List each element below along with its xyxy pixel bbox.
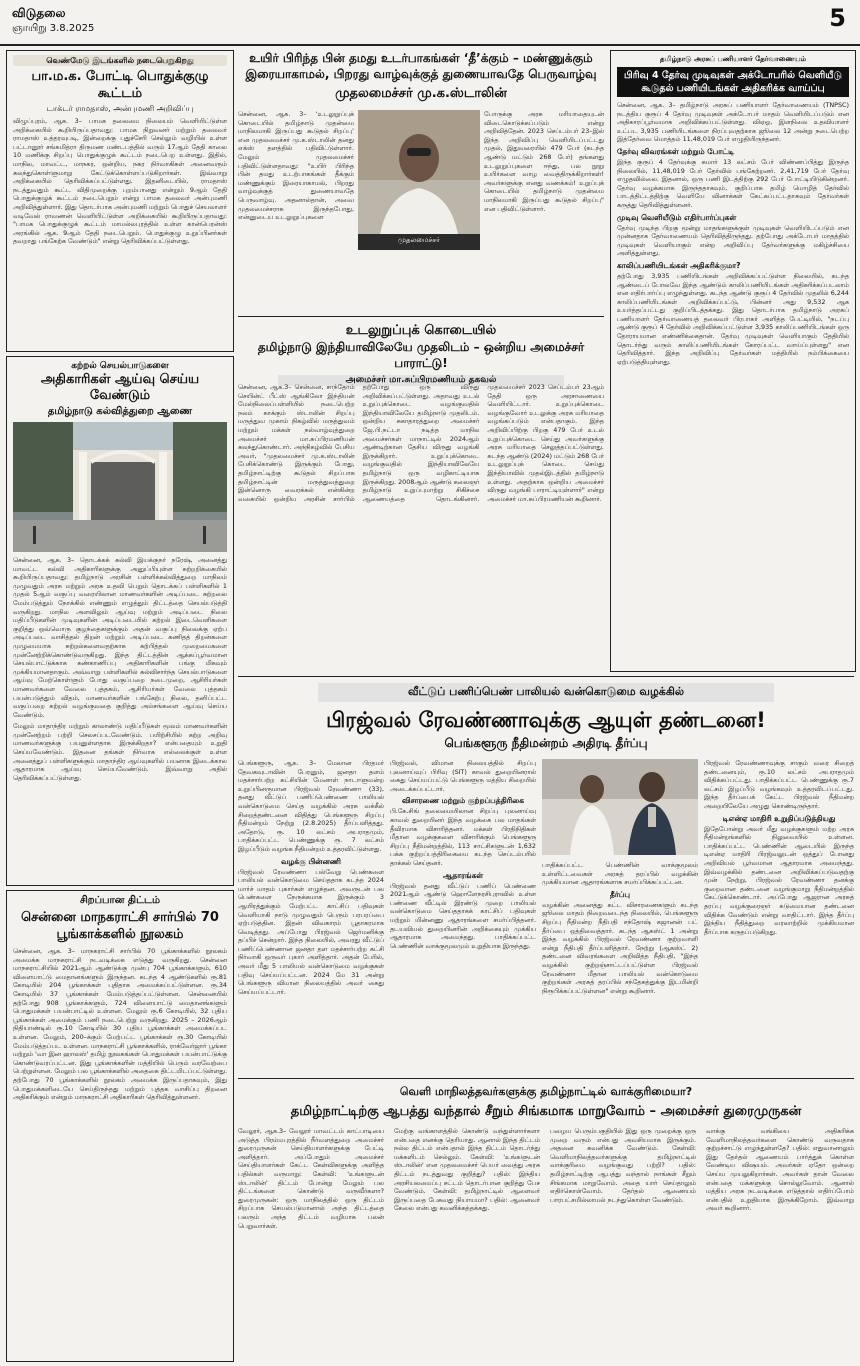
pmk-story	[6, 50, 234, 352]
prajwal-col3b-text: வழக்கின் அனைத்து கட்ட விசாரணைகளும் கடந்த ஜூலை மாதம் நிறைவடைந்த நிலையில், பெங்களூரு சிறப்பு நீதிமன்ற நீதிபதி சந்தோஷ் கஜானன் பட் தீர்ப்பை ஒத்திவைத்தார். கடந்த ஆகஸ்ட் 1 அன்று இந்த வழக்கில் பிரஜ்வல் ரேவண்ணா குற்றவாளி என்று நீதிபதி தீர்ப்பளித்தார். நேற்று (ஆகஸ்ட் 2) தண்டனை விவரங்களை அறிவித்த நீதிபதி, "இந்த வழக்கில் குற்றஞ்சாட்டப்பட்டுள்ள பிரஜ்வல் ரேவண்ணா மீதான பாலியல் வன்கொடுமை குற்றங்கள் அரசுத் தரப்பில் சந்தேகத்துக்கு இடமின்றி நிரூபிக்கப்பட்டுள்ளன" என்று கூறினார்.	[542, 900, 698, 995]
bottom-col3: பழைய பெரும்பகுதியில் இது ஒரு முறைக்கு ஒரு முறை வரும் என்பது அவசியமாக இருக்கும். அதனை கவனிக்க வேண்டும். கேள்வி: வெளிமாநிலத்தவர்களுக்கு தமிழ்நாட்டில் வாக்குரிமை வழங்குவது பற்றி? பதில்: தமிழ்நாட்டிற்கு ஆபத்து வந்தால் நாங்கள் சீறும் சிங்கமாக மாறுவோம். அதை யார் செய்தாலும் எதிர்கொள்வோம். தேர்தல் ஆணையம் பாரபட்சமில்லாமல் நடந்துகொள்ள வேண்டும்.	[550, 1127, 696, 1204]
edu-body-2: மேலும் மாதாந்திர மற்றும் காலாண்டு மதிப்பீடுகள் மூலம் மாணவர்களின் முன்னேற்றம் பற்றி செலசப்படவேண்டும். பயிற்சியில் கற்ற அறிவு மாணவர்களுக்கு பயனுள்ளதாக இருக்கிறதா? என்பதையும் உறுதி செய்யவேண்டும். இதனை தங்கள் நிர்வாக எல்லைக்குள் உள்ள அனைத்துப் பள்ளிகளுக்கும் மாதாந்திர ஆய்வுகளில் பயனாக இடைக்கால ஆதாரமாக ஆய்வு செய்யவேண்டும். இவ்வாறு அதில் தெரிவிக்கப்பட்டுள்ளது.	[13, 722, 227, 782]
cm-body-right: போருக்கு அரசு மரியாதையுடன் விடைகொடுக்கப்படும் என்று அறிவித்தேன். 2023 செப்டம்பர் 23–இல் இந்த அறிவிப்பு வெளியிடப்பட்டது முதல், இதுவரையில் 479 பேர் (கடந்த ஆண்டு மட்டும் 268 பேர்) தங்களது உடலுறுப்புகளை ஈந்து, பல நூறு உயிர்களை வாழ வைத்திருக்கிறார்கள்! அவர்களுக்கு எனது வணக்கம்! உறுப்புக் கொடையில் தமிழ்நாடு முதன்மை மாநிலமாகி இருப்பது கூடுதல் சிறப்பு" என பதிவிட்டுள்ளார்.	[484, 110, 604, 213]
parks-headline: சென்னை மாநகராட்சி சார்பில் 70 பூங்காக்களில் நூலகம்	[21, 910, 219, 942]
prajwal-kicker: வீட்டுப் பணிப்பெண் பாலியல் வன்கொடுமை வழக்கில்	[318, 683, 774, 702]
bottom-headline: தமிழ்நாட்டிற்கு ஆபத்து வந்தால் சீறும் சிங்கமாக மாறுவோம் – அமைச்சர் துரைமுருகன்	[290, 1104, 802, 1119]
prajwal-col4b-text: இதேபோன்று அவர் மீது வழக்குகளும் மற்ற அரசு நீதிமன்றங்களில் நிலுவையில் உள்ளன. பாதிக்கப்பட்ட பெண்ணின் ஆடையில் இருந்த டிஎன்ஏ மாதிரி பிரஜ்வலுடன் ஒத்துப் போனது அறிவியல் பூர்வமான ஆதாரமாக அமைந்தது. இவ்வழக்கில் தண்டனை அறிவிக்கப்படுவதற்கு முன் நேற்று, பிரஜ்வல் ரேவண்ணா தனக்கு குறைவான தண்டனை வழங்குமாறு நீதிமன்றத்தில் கேட்டுக்கொண்டார். அப்போது ஆஜரான அரசுத் தரப்பு வழக்குரைஞர் கடுமையான தண்டனை விதிக்க வேண்டும் என்று வாதிட்டார். இந்த தீர்ப்பு இந்திய நீதித்துறை வரலாற்றில் முக்கியமான தீர்ப்பாக கருதப்படுகிறது.	[704, 824, 854, 936]
edu-body-1: சென்னை, ஆக. 3– தொடக்கக் கல்வி இயக்குநர் நரேஷ், அனைத்து மாவட்ட கல்வி அதிகாரிகளுக்கு அனுப்பியுள்ள சுற்றறிக்கையில் கூறியிருப்பதாவது: தமிழ்நாடு அரசின் பள்ளிக்கல்வித்துறை மாநிலம் முழுவதும் அரசு மற்றும் அரசு உதவி பெறும் தொடக்கப் பள்ளிகளில் 1 முதல் 5ஆம் வகுப்பு வரையிலான மாணவர்களின் அடிப்படை கற்றலை மேம்படுத்தும் நோக்கில் எண்ணும் எழுத்தும் திட்டத்தை செயல்படுத்தி வருகிறது. மாநில அளவிலும் ஆய்வு மற்றும் அடிப்படை நிலை மதிப்பீடுகளின் முடிவுகளின் அடிப்படையில் கற்றல் இடைவெளிகளை குறித்து ஒவ்வொரு குழந்தைகளுக்கும் அதன் வகுப்பு நிலைக்கு ஏற்ப அடிப்படை வாசித்தல் திறன் மற்றும் அடிப்படை கணிதத் திறன்களை முழுமையாக சுற்றல்களைவதற்காக கற்பித்தல் முறைமைகளை முன்னேற்றிக்கொண்டுவருகிறது. இந்த திட்டத்தின் ஆக்கப்பூர்வமான செயல்பாட்டுக்காக கண்காணிப்பு அதிகாரிகளின் பங்கு மிகவும் முக்கியமானதாகும். அவ்வாறு பள்ளிகளில் கல்விசார்ந்த செயல்பாடுகளை ஆய்வு மேற்கொள்ளும் போது வகுப்பறை நடைமுறை, ஆசிரியர்கள் மாணவர்களை வேலை புத்தகம், ஆசிரியர்கள் வேலை புத்தகம் பயன்படுத்தும் விதம், மாணவர்களின் பங்கேற்பு நிலை, தனிப்பட்ட வகுப்பறை கற்றல் வழங்குவதை குறித்து அம்சங்களை ஆய்வு செய்ய வேண்டும்.	[13, 556, 227, 719]
tnpsc-sub-2: முடிவு வெளியீடும் எதிர்பார்ப்புகள்	[617, 212, 737, 222]
edu-subhead: தமிழ்நாடு கல்வித்துறை ஆணை	[47, 406, 193, 417]
prajwal-col2b-text: பி.கே.சிங் தலைமையிலான சிறப்பு புலனாய்வு காவல் துறையினர் இந்த வழக்கை பல மாதங்கள் தீவிரமாக விசாரித்தனர். மக்கள் பிரதிநிதிகள் மீதான வழக்குகளை விசாரிக்கும் பெங்களூரு சிறப்பு நீதிமன்றத்தில், 113 சாட்சிகளுடன் 1,632 பக்க குற்றப்பத்திரிகையை கடந்த செப்டம்பரில் தாக்கல் செய்தனர்.	[390, 807, 536, 867]
cm-body-left: சென்னை, ஆக. 3– ‘உடலுறுப்புக் கொடையில் தமிழ்நாடு முதன்மை மாநிலமாகி இருப்பது கூடுதல் சிறப்பு’ என முதலமைச்சர் மு.க.ஸ்டாலின் தனது எக்ஸ் தளத்தில் பதிவிட்டுள்ளார். மேலும் முதலமைச்சர் பதிவிட்டுள்ளதாவது: "உயிர் பிரிந்த பின் தமது உடற்பாகங்கள் தீக்கும் மண்ணுக்கும் இரையாகாமல், பிறரது வாழ்வுக்குத் துணையாவதே பெருவாழ்வு. அதனால்தான், அவை முதலமைச்சராக இருந்தபோது, என்னுடைய உடலுறுப்புகளை	[238, 110, 354, 222]
page-number: 5	[829, 4, 846, 32]
date-line: ஞாயிறு 3.8.2025	[12, 23, 95, 34]
duraimurugan-story	[238, 1078, 854, 1361]
page-header	[0, 0, 860, 46]
pmk-subhead: டாக்டர் ராமதாஸ், அன்புமணி அறிவிப்பு	[46, 104, 194, 113]
tnpsc-body-1: சென்னை, ஆக. 3– தமிழ்நாடு அரசுப் பணியாளர் தேர்வாணையம் (TNPSC) நடத்திய குரூப் 4 தேர்வு முடிவுகள் அக்டோபர் மாதம் வெளியிடப்படும் என அதிகாரப்பூர்வமாக அறிவிக்கப்பட்டுள்ளது. விஏஓ, இளநிலை உதவியாளர் உட்பட 3,935 பணியிடங்களை நிரப்புவதற்காக ஜூலை 12 அன்று நடைபெற்ற இத்தேர்வை மொத்தம் 11,48,019 பேர் எழுதியிருந்தனர்.	[617, 101, 849, 144]
prajwal-col2-text: பிரஜ்வல், விமான நிலையத்தில் சிறப்பு புலனாய்வுப் பிரிவு (SIT) காவல் துறையினரால் கைது செய்யப்பட்டு பெங்களூரு மத்திய சிறையில் அடைக்கப்பட்டார்.	[390, 759, 536, 793]
prajwal-col-4	[704, 759, 854, 1071]
prajwal-col-2	[390, 759, 536, 1071]
tnpsc-body-3: தேர்வு முடிந்த பிறகு மூன்று மாதங்களுக்குள் முடிவுகள் வெளியிடப்படும் என முன்னதாக தேர்வாணையம் தெரிவித்திருந்தது. தற்போது அக்டோபர் மாதத்தில் முடிவுகள் வெளியாகும் என்ற அறிவிப்பு தேர்வர்களுக்கு மகிழ்ச்சியை அளித்துள்ளது.	[617, 223, 849, 258]
prajwal-col2-sub: விசாரணை மற்றும் குற்றப்பத்திரிகை	[401, 796, 525, 806]
organ-subhead: அமைச்சர் மா.சுப்பிரமணியம் தகவல்	[278, 375, 564, 386]
tnpsc-sub-1: தேர்வு விவரங்கள் மற்றும் போட்டி	[617, 146, 735, 156]
organ-kicker: உடலுறுப்புக் கொடையில்	[345, 323, 497, 338]
organ-donation-ranking-story	[238, 316, 604, 671]
edu-kicker: கற்றல் செயல்பாடுகளை	[71, 361, 169, 371]
cm-headline-1: உயிர் பிரிந்த பின் தமது உடர்பாகங்கள் ‘தீ’க்கும் – மண்ணுக்கும்	[249, 51, 593, 65]
bottom-col4: வாக்கு வங்கியை அதிகரிக்க வேளிமாநிலத்தவர்களை கொண்டு வருவதாக குற்றச்சாட்டு எழுந்துள்ளதே? பதில்: எதுவானாலும் இது தேர்தல் ஆணையம் பார்த்துக் கொள்ள வேண்டிய விஷயம். அவர்கள் ஏதோ ஒன்றை செய்ய முயலுகிறார்கள். அவர்கள் தான் வேலை என்பதை மக்களுக்கு சொல்லுவோம். ஆனால் மத்திய அரசு நடவடிக்கை எடுத்தால் எதிர்ப்போம் என்பதில் உறுதியாக இருக்கிறோம். இவ்வாறு அவர் கூறினார்.	[706, 1127, 854, 1213]
prajwal-col-3	[542, 861, 698, 1071]
prajwal-col4-text: பிரஜ்வல் ரேவண்ணாவுக்கு சாகும் வரை சிறைத் தண்டனையும், ரூ.10 லட்சம் அபராதமும் விதிக்கப்பட்டது. பாதிக்கப்பட்ட பெண்ணுக்கு ரூ.7 லட்சம் இழப்பீடு வழங்கவும் உத்தரவிடப்பட்டது. இந்த தீர்ப்பைக் கேட்ட பிரஜ்வல் நீதிமன்ற அறையிலேயே அழுது கொண்டிருந்தார்.	[704, 759, 854, 810]
parks-library-story	[6, 890, 234, 1362]
education-story	[6, 356, 234, 886]
prajwal-col1-sub: வழக்கு பின்னணி	[281, 856, 341, 866]
prajwal-col1-text: பெங்களூரு, ஆக. 3– மேலான பிரதமர் தேவகவுடாவின் பேரனும், ஜனதா தளம் மதச்சார்பற்ற கட்சியின் மேனாள் நாடாளுமன்ற உறுப்பினருமான பிரஜ்வல் ரேவண்ணா (33), தனது வீட்டுப் பணிப்பெண்ணை பாலியல் வன்கொடுமை செய்த வழக்கில் அரசு வக்கீல் சிறைத்தண்டனை விதித்து பெங்களூரு சிறப்பு நீதிமன்றம் நேற்று (2.8.2025) தீர்ப்பளித்தது. அதோடு, ரூ. 10 லட்சம் அபராதமும், பாதிக்கப்பட்ட பெண்ணுக்கு ரூ. 7 லட்சம் இழப்பீடும் வழங்க நீதிமன்றம் உத்தரவிட்டுள்ளது.	[238, 759, 384, 853]
campus-photo	[13, 422, 227, 552]
organ-headline: தமிழ்நாடு இந்தியாவிலேயே முதலிடம் – ஒன்றிய அமைச்சர் பாராட்டு!	[257, 340, 585, 370]
prajwal-col2-sub-2: ஆதாரங்கள்	[442, 870, 484, 880]
tnpsc-headline: பிரிவு 4 தேர்வு முடிவுகள் அக்டோபரில் வெளியீடு கூடுதல் பணியிடங்கள் அதிகரிக்க வாய்ப்பு	[617, 67, 849, 97]
tnpsc-kicker: தமிழ்நாடு அரசுப் பணியாளர் தேர்வாணையம்	[660, 55, 806, 63]
bottom-col2: மேற்கு வங்காளத்தில் கொண்டு வந்துள்ளார்களா என்பதை எனக்கு தெரியாது. ஆனால் இந்த திட்டம் நல்ல திட்டம் என்பதால் இந்த திட்டம் தொடர்ந்து மக்களிடம் செல்லும். கேள்வி: 'உங்களுடன் ஸ்டாலின்' என முதலமைச்சர் பெயர் வைத்து அரசு திட்டம் நடத்துவது குறித்து? பதில்: இந்திய அரசியலமைப்பு சட்டம் தொடர்பான குறித்து பேச வேண்டும். கேள்வி: தமிழ்நாட்டில் ஆளைவர் இருப்பதை பேசுவது நியாயமா? பதில்: ஆனைவர் கேலை என்பது கவனிக்கத்தக்கது.	[394, 1127, 540, 1213]
edu-headline: அதிகாரிகள் ஆய்வு செய்ய வேண்டும்	[40, 372, 200, 403]
cm-photo	[358, 110, 480, 250]
prajwal-revanna-story	[238, 676, 854, 1073]
prajwal-col-1	[238, 759, 384, 1071]
prajwal-col1b-text: பிரஜ்வல் ரேவண்ணா பல்வேறு பெண்களை பாலியல் வன்கொடுமை செய்ததாக கடந்த 2024 மார்ச் மாதம் புகார்கள் எழுந்தன. அவருடன் பல பெண்களை நேருக்கமாக இருக்கும் 3 ஆயிரத்துக்கும் மேற்பட்ட காட்சிப் பதிவுகள் வெளியாகி நாடு முழுவதும் பெரும் பரபரப்பை ஏற்படுத்தின. இதன் விவகாரம் பூதாகரமாக வெடித்தது. அப்போது பிரஜ்வல் ஜெர்மனிக்கு தப்பிச் சென்றார். இந்த நிலையில், அவரது வீட்டுப் பணிப்பெண்ணான ஜனதா தள மதச்சார்பற்ற கட்சி நிர்வாகி ஒருவர் புகார் அளித்தார். அதன் பேரில், அவர் மீது 5 பாலியல் வன்கொடுமை வழக்குகள் பதிவு செய்யப்பட்டன. 2024 மே 31 அன்று பெங்களூரு விமான நிலையத்தில் அவர் கைது செய்யப்பட்டார்.	[238, 867, 384, 996]
tnpsc-body-4: தற்போது 3,935 பணியிடங்கள் அறிவிக்கப்பட்டுள்ள நிலையில், கடந்த ஆண்டைப் போலவே இந்த ஆண்டும் காலிப்பணியிடங்கள் அதிகரிக்கப்படலாம் என எதிர்பார்ப்பு எழுந்துள்ளது. கடந்த ஆண்டு குரூப் 4 தேர்வில் முதலில் 6,244 காலிப்பணியிடங்கள் அறிவிக்கப்பட்டு, பின்னர் அது 9,532 ஆக உயர்த்தப்பட்டது குறிப்பிடத்தக்கது. இது தொடர்பாக தமிழ்நாடு அரசுப் பணியாளர் தேர்வாணையத் தலைவர் பிரபாகர் அளித்த பேட்டியில், "நடப்பு ஆண்டு குரூப் 4 தேர்வில் அறிவிக்கப்பட்டுள்ள 3,935 காலிப்பணியிடங்கள் ஒரு தோராயமான எண்ணிக்கைதான். தேர்வு முடிவுகள் வெளியாகும் தேதியில் தொடர்ந்து வரும் காலிப்பணியிடங்கள் கோரப்பட்ட வாய்ப்புள்ளது" என தெரிவித்தார். இந்த அறிவிப்பு தேர்வர்கள் மத்தியில் நம்பிக்கையை ஏற்படுத்தியுள்ளது.	[617, 271, 849, 366]
prajwal-col4-sub: டிஎன்ஏ மாதிரி உறுதிப்படுத்தியது	[722, 813, 836, 823]
cm-organ-donation-story	[238, 50, 604, 310]
bottom-col1: வேலூர், ஆக.3– வேலூர் மாவட்டம் காட்பாடியை அடுத்த பிரம்மபுரத்தில் நீர்வளத்துறை அமைச்சர் துரைமுருகன் செய்தியாளர்களுக்கு பேட்டி அளித்தார். அப்போதும் அமைச்சர் செய்தியாளர்கள் கேட்ட கேள்விகளுக்கு அளித்த பதில்கள் வருமாறு: கேள்வி: 'உங்களுடன் ஸ்டாலின்' திட்டம் போன்று மேலும் பல திட்டங்களை கொண்டு வருவீர்களா? துரைமுருகன்: ஒரு மாநிலத்தில் ஒரு திட்டம் சிறப்பாக செயல்படுமானால் அந்த திட்டத்தை பலரும் அந்த திட்டம் வழியாக பலன் பெறுவார்கள்.	[238, 1127, 384, 1230]
tnpsc-story	[610, 50, 856, 672]
parks-kicker: சிறப்பான திட்டம்	[79, 895, 161, 906]
pmk-headline: பா.ம.க. போட்டி பொதுக்குழு கூட்டம்	[31, 69, 209, 101]
prajwal-col3-sub: தீர்ப்பு	[610, 889, 630, 899]
prajwal-headline: பிரஜ்வல் ரேவண்ணாவுக்கு ஆயுள் தண்டனை!	[326, 708, 766, 732]
cm-photo-caption: முதலமைச்சர்	[398, 236, 440, 244]
paper-name: விடுதலை	[12, 6, 66, 20]
bottom-kicker: வெளி மாநிலத்தவர்களுக்கு தமிழ்நாட்டில் வாக்குரிமையா?	[399, 1085, 693, 1098]
prajwal-col3-text: பாதிக்கப்பட்ட பெண்ணின் வாக்குமூலம் உள்ளிட்டவைகள் அரசுத் தரப்பில் வழக்கின் முக்கியமான ஆதாரங்களாக சமர்ப்பிக்கப்பட்டன.	[542, 861, 698, 887]
parks-body: சென்னை, ஆக. 3– மாநகராட்சி சார்பில் 70 பூங்காக்களில் நூலகம் அமைக்க மாநகராட்சி நடவடிக்கை எடுத்து வருகிறது. சென்னை மாநகராட்சியில் 2021ஆம் ஆண்டுக்கு முன்பு 704 பூங்காக்களும், 610 விளையாட்டு மைதானங்களும் இருந்தன. கடந்த 4 ஆண்டுகளில் ரூ.81 கோடியில் 204 பூங்காக்கள் புதிதாக அமைக்கப்பட்டுள்ளன. ரூ.34 கோடியில் 37 பூங்காக்கள் மேம்படுத்தப்பட்டுள்ளன. சென்னையில் தற்போது 908 பூங்காக்களும், 724 விளையாட்டு மைதானங்களும் பொதுமக்கள் பயன்பாட்டில் உள்ளன. மேலும் ரூ.6 கோடியில், 32 புதிய பூங்காக்கள் அமைக்கும் பணி நடைபெற்று வருகிறது. 2025 – 2026ஆம் நிதியாண்டில் ரூ.10 கோடியில் 30 புதிய பூங்காக்கள் அமைக்கப்பட உள்ளன. மேலும், 200–க்கும் மேற்பட்ட பூங்காக்கள் ரூ.30 கோடியில் மேம்படுத்தப்பட உள்ளன. மாநகராட்சி பூங்காக்களில், ராக்வேர்ஜார் பூங்கா மற்றும் 'வா இன ஹாலஸ்' தமிழ் நூலகங்கள் பொதுமக்கள் பயன்பாட்டுக்கு கொண்டுவரப்பட்டன. இது பூங்காக்களின் மத்தியில் பெரும் வரவேற்பை பெற்றுள்ளன. மேலும் பல பூங்காக்களில் அதைகை திட்டமிடப்பட்டுள்ளது. தற்போது 70 பூங்காக்களில் நூலகம் அமைக்க இருப்பதாகவும், இது பொதுமக்களிடையே செய்திருந்தது மற்றும் புத்தக வாசிப்பு திறனை அதிகரிக்கும் என்றும் மாநகராட்சி அதிகாரிகள் தெரிவித்துள்ளனர்.	[13, 947, 227, 1102]
pmk-body: விழுப்புரம், ஆக. 3– பாமக தலைமை நிலையம் வெளியிட்டுள்ள அறிக்கையில் கூறியிருப்பதாவது: பாமக நிறுவனர் மற்றும் தலைவர் ராமதாஸ் உத்தரவுபடி, இன்றைக்கு புதுச்சேரி செல்லும் வழியில் உள்ள பட்டானூர் சங்கமித்ரா திருமண மண்டபத்தில் வரும் 17ஆம் தேதி காலை 10 மணிக்கு சிறப்பு பொதுக்குழுக் கூட்டம் நடைபெற உள்ளது. இதில், மாநில, மாவட்ட, மாநகர, ஒன்றிய, நகர நிர்வாகிகள் அனைவரும் கலந்துகொள்ளுமாறு கேட்டுக்கொள்ளப்படுகிறார்கள். இவ்வாறு அறிக்கையில் தெரிவிக்கப்பட்டுள்ளது. இதனிடையில், ராமதாஸ் நடத்துவதும் கூட்ட விதிமுறைக்கு புறம்பானது என்றும் 9ஆம் தேதி பொதுக்குழுக் கூட்டம் நடைபெறும் என்று பாமக தலைவர் அன்புமணி அறிவித்துள்ளார். இது தொடர்பாக அன்புமணி மற்றும் பொதுச் செயலாளர் வடிவேல் ராவணன் வெளியிட்டுள்ள அறிக்கையில் கூறியிருப்பதாவது: "பாமக பொதுக்குழுக் கூட்டம் மாமல்லபுரத்தில் உள்ள கான்பெரன்ஸ் அரங்கில் ஆக. 9ஆம் தேதி நடைபெறும். பொதுக்குழு உறுப்பினர்கள் தவறாது பங்கேற்க வேண்டும்" என்று தெரிவிக்கப்பட்டுள்ளது.	[13, 117, 227, 246]
prajwal-photo	[542, 759, 698, 855]
prajwal-col2c-text: பிரஜ்வல் தனது வீட்டுப் பணிப் பெண்ணை 2021ஆம் ஆண்டு ஹொளேநரசிபுராவில் உள்ள பண்ணை வீட்டில் இரண்டு முறை பாலியல் வன்கொடுமை செய்ததாகக் காட்சிப் பதிவுகள் மற்றும் மின்னணு ஆதாரங்களை சமர்ப்பித்தனர். தடயவியல் துறையினரின் அறிக்கையும் முக்கிய ஆதாரமாக அமைந்தது. பாதிக்கப்பட்ட பெண்ணின் வாக்குமூலமும் உறுதியாக இருந்தது.	[390, 881, 536, 950]
pmk-kicker: வெண்மேடு இடங்களில் நடைபெறுகிறது	[13, 55, 227, 66]
cm-byline: முதலமைச்சர் மு.க.ஸ்டாலின்	[335, 86, 507, 101]
tnpsc-body-2: இந்த குரூப் 4 தேர்வுக்கு சுமார் 13 லட்சம் பேர் விண்ணப்பித்து இருந்த நிலையில், 11,48,019 பேர் தேர்வில் பங்கேற்றனர். 2,41,719 பேர் தேர்வு எழுதவில்லை. இதனால், ஒரு பணி இடத்திற்கு 292 பேர் போட்டியிடுகின்றனர். தேர்வு வழக்கமாக இருந்ததாகவும், குறிப்பாக தமிழ் மொழித் தேர்வில் பாடத்திட்டத்திற்கு வெளியே வினாக்கள் கேட்கப்பட்டதாகவும் தேர்வர்கள் கருத்து தெரிவித்துள்ளனர்.	[617, 157, 849, 209]
organ-body: சென்னை, ஆக.3– சென்னை, சாந்தோம் செயின்ட் பீட்ஸ் ஆங்கிலோ இந்தியன் மேல்நிலைப்பள்ளியில் நடைபெற்ற நலம் காக்கும் ஸ்டாலின் சிறப்பு மருத்துவ முகாம் நிகழ்வில் மருத்துவம் மற்றும் மக்கள் நல்வாழ்வுத்துறை அமைச்சர் மா.சுப்பிரமணியன் கலந்துகொண்டார். அந்நிகழ்வில் பேசிய அவர், "முதலமைச்சர் மு.க.ஸ்டாலின் பேசிக்கொண்டு இருக்கும் போது, தமிழ்நாட்டிற்கு கூடுதல் சிறப்பாக தமிழ்நாட்டின் மருத்துவத்துறை இன்னொரு வைரக்கல் என்கின்ற வகையில் ஒன்றிய அரசின் சார்பில் தற்போது ஒரு விருது அறிவிக்கப்பட்டுள்ளது. அதாவது உடல் உறுப்புக்கொடை வழங்குவதில் இந்தியாவிலேயே தமிழ்நாடு முதலிடம். ஒன்றிய சுகாதாரத்துறை அமைச்சர் ஜே.பி.நட்டா நடித்த மாநில அமைச்சர்கள் மாநாட்டில் 2024ஆம் ஆண்டிற்கான தேசிய விருது வழங்கி இருக்கிறார். உறுப்புக்கொடை வழங்குவதில் இந்தியாவிலேயே தமிழ்நாடு ஒரு வழிகாட்டியாக இருக்கிறது. 2008ஆம் ஆண்டு கலைஞர் தமிழ்நாடு உறுப்புமாற்று சிகிச்சை ஆணையத்தை தொடங்கினார். முதலமைச்சர் 2023 செப்டம்பர் 23ஆம் தேதி ஒரு அரசாணையை வெளியிட்டார். உறுப்புக்கொடை வழங்குவோர் உடலுக்கு அரசு மரியாதை வழங்கப்படும் என்பதாகும். இந்த அறிவிப்பிற்கு பிறகு 479 பேர் உடல் உறுப்புக்கொடை செய்து அவர்களுக்கு அரசு மரியாதை செலுத்தப்பட்டுள்ளது. கடந்த ஆண்டு (2024) மட்டும் 268 பேர் உடலுறுப்புக் கொடை செய்து இந்தியாவில் முதல்இடத்தில் தமிழ்நாடு உள்ளது. அதற்காக ஒன்றிய அமைச்சர் விருது வழங்கி பாராட்டியுள்ளார்" என்று அமைச்சர் மா.சுப்பிரமணியன் கூறினார்.	[238, 383, 604, 503]
prajwal-subhead: பெங்களூரு நீதிமன்றம் அதிரடி தீர்ப்பு	[444, 736, 648, 750]
tnpsc-sub-3: காலிப்பணியிடங்கள் அதிகரிக்குமா?	[617, 260, 741, 270]
cm-headline-2: இரையாகாமல், பிறரது வாழ்வுக்குத் துணையாவதே பெருவாழ்வு	[245, 67, 597, 81]
